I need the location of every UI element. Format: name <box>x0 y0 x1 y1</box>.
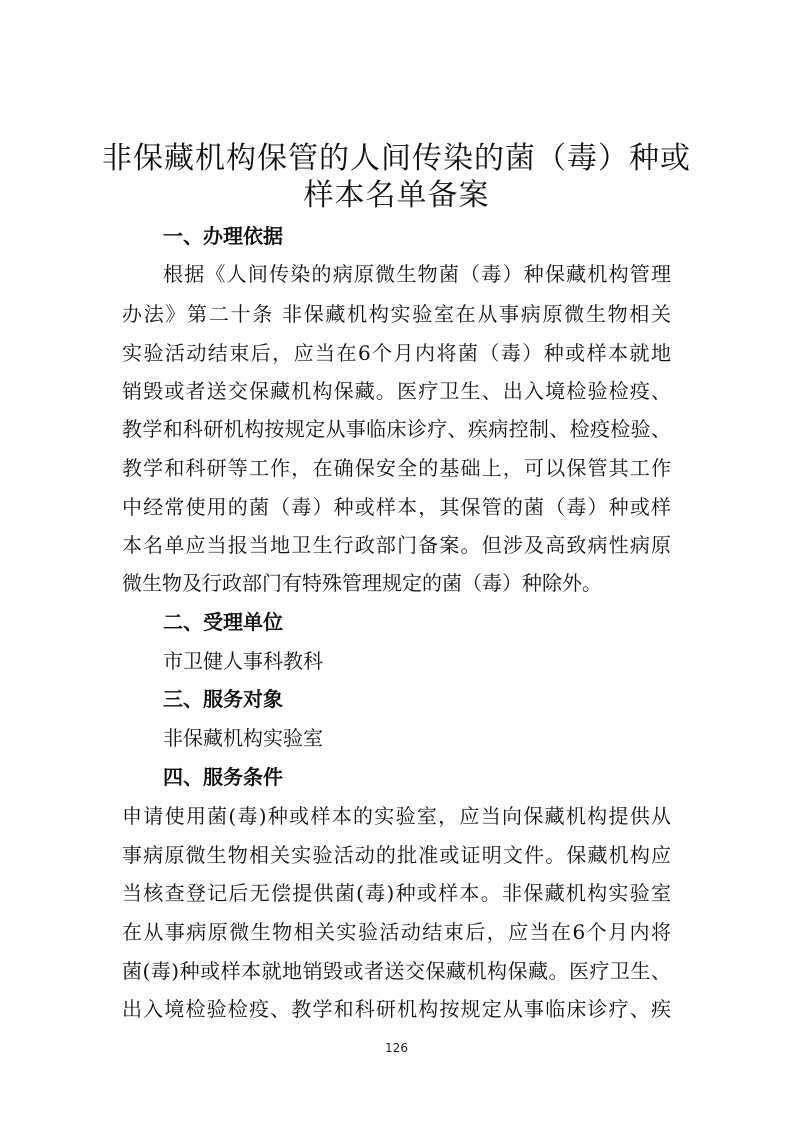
paragraph-line: 教学和科研等工作，在确保安全的基础上，可以保管其工作 <box>122 456 671 480</box>
paragraph-line: 实验活动结束后，应当在6个月内将菌（毒）种或样本就地 <box>122 341 671 365</box>
document-title-line-2: 样本名单备案 <box>303 178 490 213</box>
paragraph-line: 申请使用菌(毒)种或样本的实验室，应当向保藏机构提供从 <box>122 804 671 828</box>
paragraph-line: 根据《人间传染的病原微生物菌（毒）种保藏机构管理 <box>163 262 671 286</box>
document-title-line-1: 非保藏机构保管的人间传染的菌（毒）种或 <box>102 141 691 176</box>
paragraph-line: 当核查登记后无偿提供菌(毒)种或样本。非保藏机构实验室 <box>122 881 671 905</box>
paragraph-line: 在从事病原微生物相关实验活动结束后，应当在6个月内将 <box>122 920 671 944</box>
paragraph-line: 教学和科研机构按规定从事临床诊疗、疾病控制、检疫检验、 <box>122 417 671 441</box>
paragraph-line: 出入境检验检疫、教学和科研机构按规定从事临床诊疗、疾 <box>122 997 671 1021</box>
section-heading-accepting-unit: 二、受理单位 <box>163 610 283 634</box>
paragraph-line: 中经常使用的菌（毒）种或样本，其保管的菌（毒）种或样 <box>122 495 671 519</box>
page-number: 126 <box>385 1041 408 1055</box>
section-heading-basis: 一、办理依据 <box>163 224 283 248</box>
paragraph-line: 菌(毒)种或样本就地销毁或者送交保藏机构保藏。医疗卫生、 <box>122 959 671 983</box>
paragraph-line: 销毁或者送交保藏机构保藏。医疗卫生、出入境检验检疫、 <box>122 379 671 403</box>
paragraph-line: 本名单应当报当地卫生行政部门备案。但涉及高致病性病原 <box>122 533 671 557</box>
section-heading-service-target: 三、服务对象 <box>163 687 283 711</box>
section-heading-service-conditions: 四、服务条件 <box>163 765 283 789</box>
paragraph-line: 事病原微生物相关实验活动的批准或证明文件。保藏机构应 <box>122 843 671 867</box>
paragraph-line: 办法》第二十条 非保藏机构实验室在从事病原微生物相关 <box>122 302 671 326</box>
accepting-unit-text: 市卫健人事科教科 <box>163 649 323 673</box>
paragraph-line: 微生物及行政部门有特殊管理规定的菌（毒）种除外。 <box>122 571 602 595</box>
service-target-text: 非保藏机构实验室 <box>163 726 323 750</box>
